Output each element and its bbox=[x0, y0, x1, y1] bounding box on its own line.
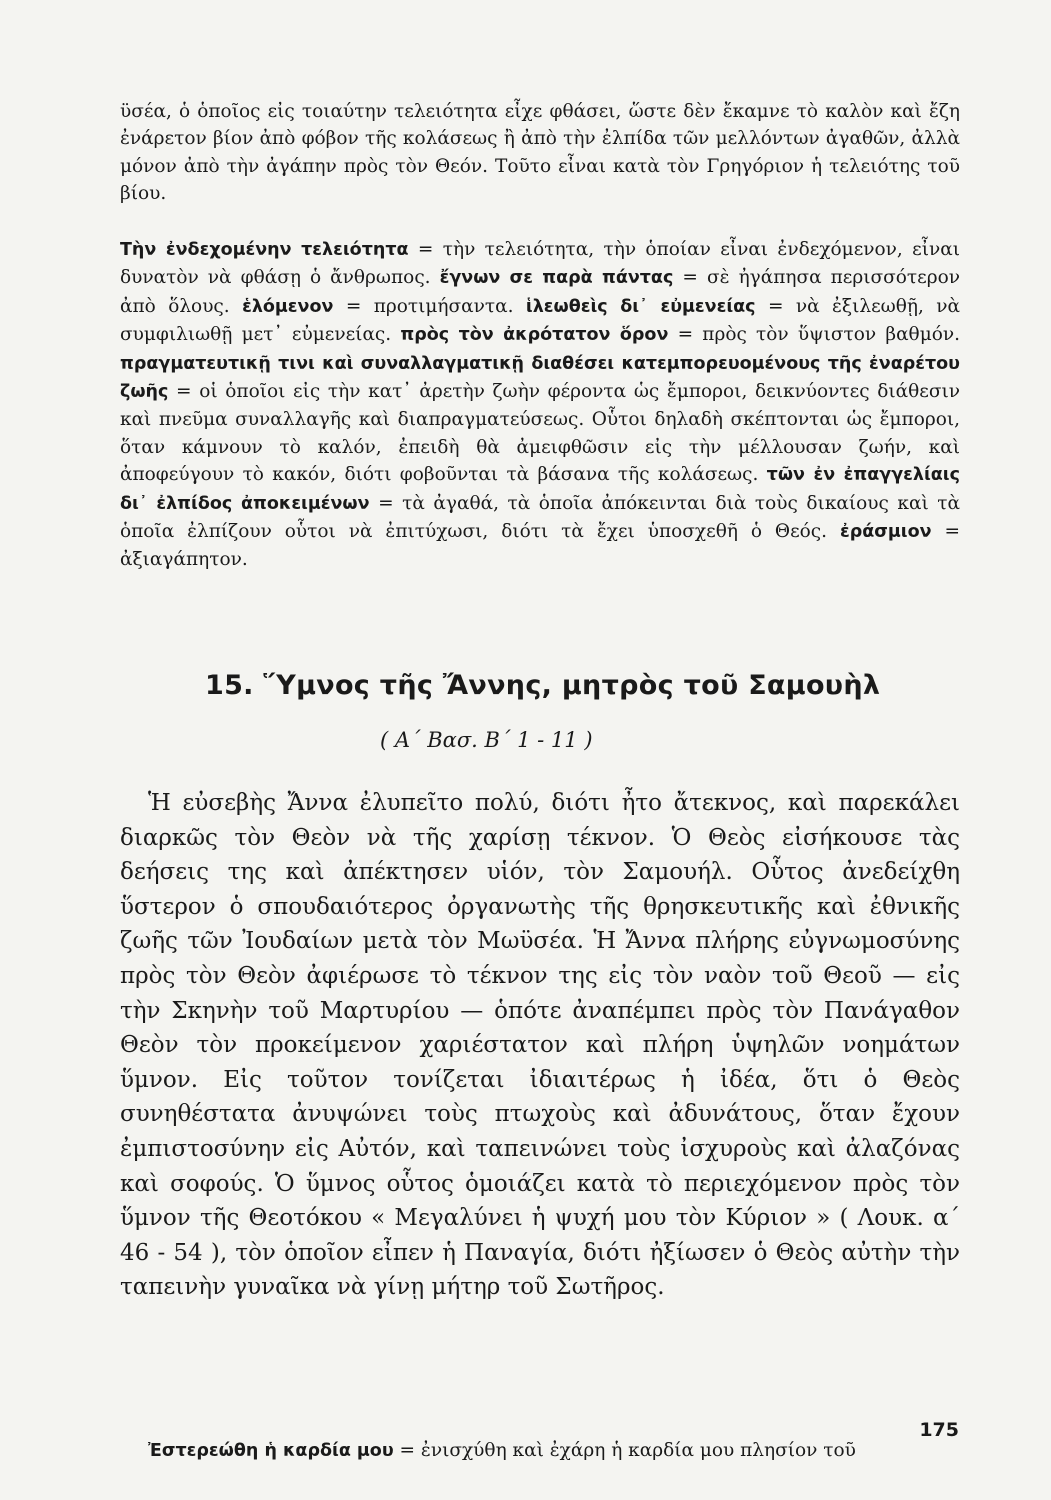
glossary-term: ἐράσμιον bbox=[839, 522, 932, 543]
glossary-term: Τὴν ἐνδεχομένην τελειότητα bbox=[120, 240, 409, 260]
glossary-def: = προτιμήσαντα. bbox=[333, 295, 526, 317]
glossary-term: ἑλόμενον bbox=[242, 296, 334, 317]
glossary-term: Ἐστερεώθη ἡ καρδία μου bbox=[148, 1441, 394, 1461]
glossary-term: πραγματευτικῇ τινι καὶ συναλλαγματικῇ διαθέσει κατεμπορευομένους τῆς ἐναρέτου ζωῆς bbox=[120, 353, 960, 403]
glossary-entry bbox=[242, 296, 526, 317]
glossary-def: = νὰ ἐξιλεωθῇ, νὰ συμφιλιωθῇ μετ᾿ εὐμενείας. bbox=[120, 295, 960, 346]
page-number: 175 bbox=[919, 1419, 959, 1441]
glossary-term: πρὸς τὸν ἀκρότατον ὅρον bbox=[400, 325, 669, 346]
glossary-term: ἔγνων σε παρὰ πάντας bbox=[439, 268, 674, 289]
glossary-term: τῶν ἐν ἐπαγγελίαις δι᾿ ἐλπίδος ἀποκειμένων bbox=[120, 465, 960, 514]
glossary-def: = πρὸς τὸν ὕψιστον βαθμόν. bbox=[668, 324, 960, 346]
glossary-term: ἱλεωθεὶς δι᾿ εὐμενείας bbox=[525, 296, 756, 317]
last-glossary-line bbox=[148, 1440, 960, 1461]
glossary-def: = ἐνισχύθη καὶ ἐχάρη ἡ καρδία μου πλησίον τοῦ bbox=[393, 1440, 856, 1461]
glossary-def: = οἱ ὁποῖοι εἰς τὴν κατ᾿ ἀρετὴν ζωὴν φέροντα ὡς ἔμποροι, δεικνύοντες διάθεσιν καὶ πνεῦμα συναλλαγῆς καὶ διαπραγματεύσεως. Οὗτοι δηλαδὴ σκέπτονται ὡς ἔμποροι, ὅταν κάμνουν τὸ καλόν, ἐπειδὴ θὰ ἀμειφθῶσιν εἰς τὴν μέλλουσαν ζωήν, καὶ ἀποφεύγουν τὸ κακόν, διότι φοβοῦνται τὰ βάσανα τῆς κολάσεως. bbox=[120, 381, 960, 486]
glossary-entry bbox=[400, 324, 960, 345]
glossary-paragraph bbox=[120, 236, 960, 574]
glossary-def: = τὴν τελειότητα, τὴν ὁποίαν εἶναι ἐνδεχόμενον, εἶναι δυνατὸν νὰ φθάσῃ ὁ ἄνθρωπος. bbox=[120, 239, 960, 289]
glossary-def: = σὲ ἠγάπησα περισσότερον ἀπὸ ὅλους. bbox=[120, 267, 960, 317]
section-heading: 15. Ὕμνος τῆς Ἄννης, μητρὸς τοῦ Σαμουὴλ bbox=[205, 670, 881, 701]
glossary-def: = τὰ ἀγαθά, τὰ ὁποῖα ἀπόκεινται διὰ τοὺς δικαίους καὶ τὰ ὁποῖα ἐλπίζουν οὗτοι νὰ ἐπιτύχωσι, διότι τὰ ἔχει ὑποσχεθῆ ὁ Θεός. bbox=[120, 492, 960, 543]
main-paragraph: Ἡ εὐσεβὴς Ἄννα ἐλυπεῖτο πολύ, διότι ἦτο ἄτεκνος, καὶ παρεκάλει διαρκῶς τὸν Θεὸν νὰ τῆς χαρίσῃ τέκνον. Ὁ Θεὸς εἰσήκουσε τὰς δεήσεις της καὶ ἀπέκτησεν υἱόν, τὸν Σαμουήλ. Οὗτος ἀνεδείχθη ὕστερον ὁ σπουδαιότερος ὀργανωτὴς τῆς θρησκευτικῆς καὶ ἐθνικῆς ζωῆς τῶν Ἰουδαίων μετὰ τὸν Μωϋσέα. Ἡ Ἄννα πλήρης εὐγνωμοσύνης πρὸς τὸν Θεὸν ἀφιέρωσε τὸ τέκνον της εἰς τὸν ναὸν τοῦ Θεοῦ — εἰς τὴν Σκηνὴν τοῦ Μαρτυρίου — ὁπότε ἀναπέμπει πρὸς τὸν Πανάγαθον Θεὸν τὸν προκείμενον χαριέστατον καὶ πλήρη ὑψηλῶν νοημάτων ὕμνον. Εἰς τοῦτον τονίζεται ἰδιαιτέρως ἡ ἰδέα, ὅτι ὁ Θεὸς συνηθέστατα ἀνυψώνει τοὺς πτωχοὺς καὶ ἀδυνάτους, ὅταν ἔχουν ἐμπιστοσύνην εἰς Αὐτόν, καὶ ταπεινώνει τοὺς ἰσχυροὺς καὶ ἀλαζόνας καὶ σοφούς. Ὁ ὕμνος οὗτος ὁμοιάζει κατὰ τὸ περιεχόμενον πρὸς τὸν ὕμνον τῆς Θεοτόκου « Μεγαλύνει ἡ ψυχή μου τὸν Κύριον » ( Λουκ. α΄ 46 - 54 ), τὸν ὁποῖον εἶπεν ἡ Παναγία, διότι ἠξίωσεν ὁ Θεὸς αὐτὴν τὴν ταπεινὴν γυναῖκα νὰ γίνῃ μήτηρ τοῦ Σωτῆρος. bbox=[120, 790, 960, 1301]
glossary-def: = ἀξιαγάπητον. bbox=[120, 521, 960, 571]
section-reference: ( Α΄ Βασ. Β΄ 1 - 11 ) bbox=[380, 728, 593, 752]
intro-paragraph: ϋσέα, ὁ ὁποῖος εἰς τοιαύτην τελειότητα εἶχε φθάσει, ὥστε δὲν ἔκαμνε τὸ καλὸν καὶ ἔζη ἐνάρετον βίον ἀπὸ φόβον τῆς κολάσεως ἢ ἀπὸ τὴν ἐλπίδα τῶν μελλόντων ἀγαθῶν, ἀλλὰ μόνον ἀπὸ τὴν ἀγάπην πρὸς τὸν Θεόν. Τοῦτο εἶναι κατὰ τὸν Γρηγόριον ἡ τελειότης τοῦ βίου. bbox=[120, 101, 960, 205]
